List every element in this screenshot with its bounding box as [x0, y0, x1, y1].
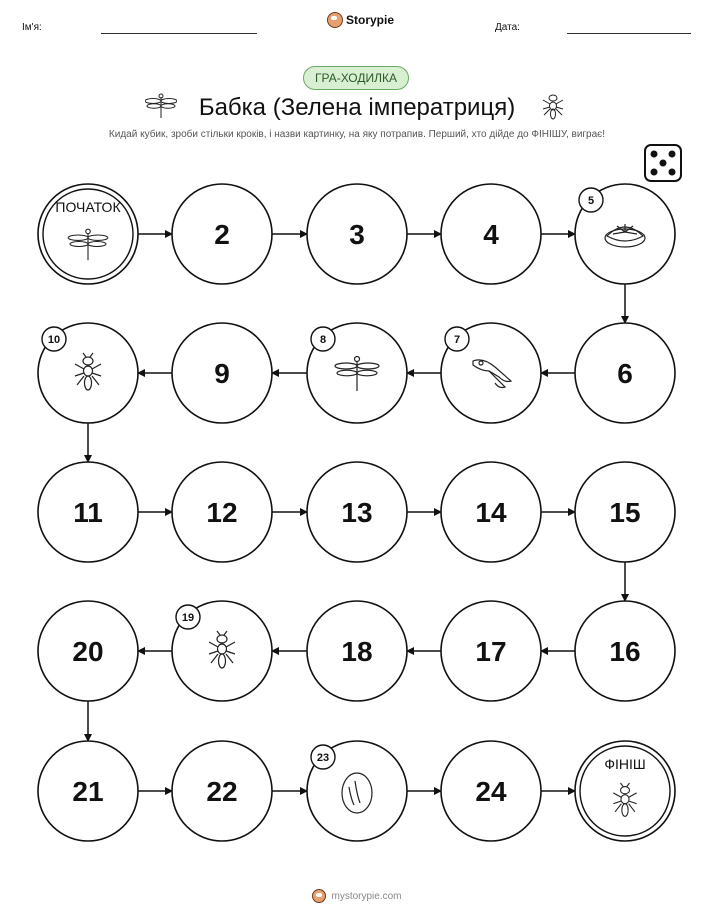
- name-label: Ім'я:: [22, 22, 42, 33]
- board-cell-5[interactable]: [575, 184, 675, 284]
- cell-number: 2: [214, 219, 230, 250]
- board-cell-12[interactable]: [172, 462, 272, 562]
- cell-number: 22: [206, 776, 238, 807]
- board-cell-15[interactable]: [575, 462, 675, 562]
- board-cell-23[interactable]: [307, 741, 407, 841]
- board-cell-10[interactable]: [38, 323, 138, 423]
- cell-number: 8: [319, 334, 327, 346]
- cell-number: 15: [609, 497, 641, 528]
- board-cell-18[interactable]: [307, 601, 407, 701]
- cell-number: 4: [483, 219, 499, 250]
- footer-url[interactable]: mystorypie.com: [331, 890, 402, 902]
- cell-number: 7: [453, 334, 461, 346]
- cell-number: 17: [475, 636, 507, 667]
- cell-number: 18: [341, 636, 373, 667]
- cell-number: 10: [47, 334, 61, 346]
- board-cell-3[interactable]: [307, 184, 407, 284]
- cell-number: 21: [72, 776, 104, 807]
- board-cell-1[interactable]: [38, 184, 138, 284]
- cell-number: 23: [316, 752, 330, 764]
- board-cell-16[interactable]: [575, 601, 675, 701]
- instructions: Кидай кубик, зроби стільки кроків, і назви картинку, на яку потрапив. Перший, хто дійде до ФІНІШУ, виграє!: [108, 129, 606, 140]
- cell-number: 3: [349, 219, 365, 250]
- board-cell-9[interactable]: [172, 323, 272, 423]
- board-cells: [38, 184, 675, 841]
- board-cell-24[interactable]: [441, 741, 541, 841]
- finish-label: ФІНІШ: [604, 756, 646, 772]
- footer: [0, 889, 714, 903]
- board-cell-17[interactable]: [441, 601, 541, 701]
- storypie-mascot-icon: [312, 889, 326, 903]
- cell-number: 12: [206, 497, 238, 528]
- cell-number: 14: [475, 497, 507, 528]
- board-cell-21[interactable]: [38, 741, 138, 841]
- board-cell-7[interactable]: [441, 323, 541, 423]
- cell-number: 20: [72, 636, 104, 667]
- board-cell-4[interactable]: [441, 184, 541, 284]
- date-label: Дата:: [495, 22, 520, 33]
- board-cell-8[interactable]: [307, 323, 407, 423]
- board-cell-22[interactable]: [172, 741, 272, 841]
- board-cell-20[interactable]: [38, 601, 138, 701]
- cell-number: 24: [475, 776, 507, 807]
- board-cell-13[interactable]: [307, 462, 407, 562]
- board-cell-14[interactable]: [441, 462, 541, 562]
- board-cell-6[interactable]: [575, 323, 675, 423]
- page-title: Бабка (Зелена імператриця): [198, 94, 516, 121]
- board-cell-11[interactable]: [38, 462, 138, 562]
- cell-number: 19: [181, 612, 195, 624]
- board-cell-25[interactable]: [575, 741, 675, 841]
- cell-number: 16: [609, 636, 641, 667]
- board-cell-2[interactable]: [172, 184, 272, 284]
- brand-text: Storypie: [346, 13, 395, 27]
- start-label: ПОЧАТОК: [55, 199, 121, 215]
- cell-number: 9: [214, 358, 230, 389]
- cell-number: 13: [341, 497, 373, 528]
- board-cell-19[interactable]: [172, 601, 272, 701]
- cell-number: 11: [73, 497, 103, 528]
- cell-number: 5: [587, 195, 595, 207]
- game-type-badge: ГРА-ХОДИЛКА: [303, 66, 409, 90]
- cell-number: 6: [617, 358, 633, 389]
